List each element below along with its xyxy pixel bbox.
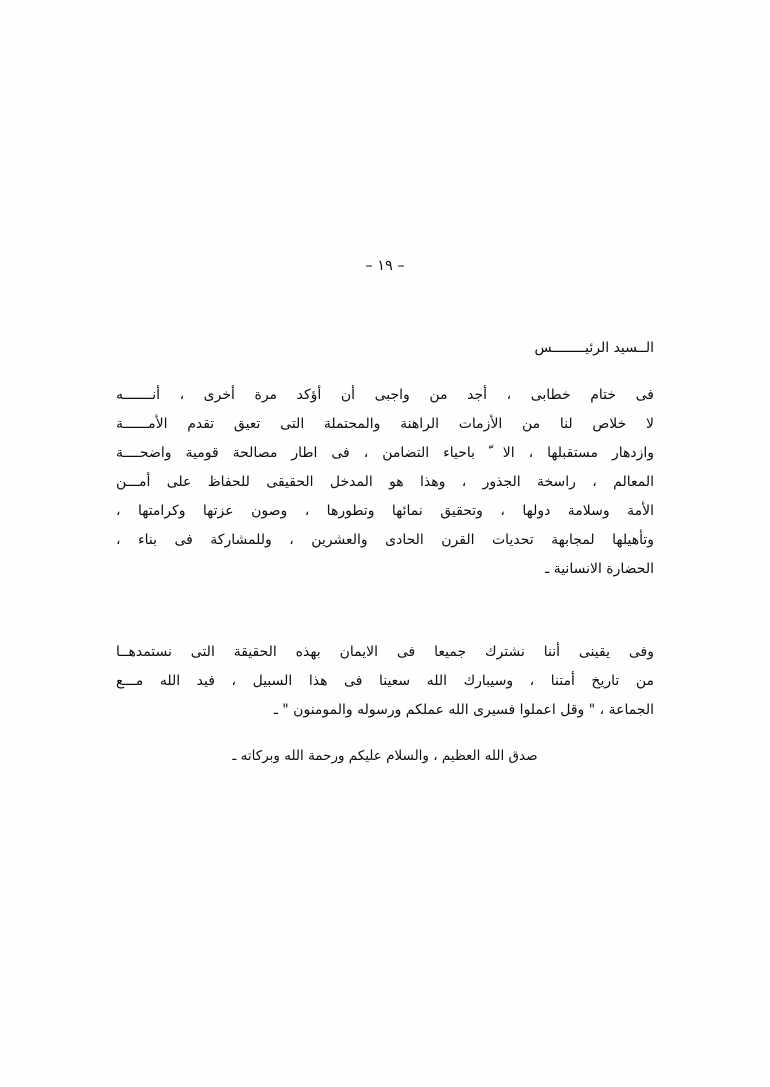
closing-line: صدق الله العظيم ، والسلام عليكم ورحمة الله وبركاته ـ (232, 748, 538, 764)
paragraph-line: الحضارة الانسانية ـ (545, 561, 654, 577)
page-number: – ١٩ – (365, 258, 405, 274)
paragraph-two (116, 638, 654, 725)
paragraph-line: فى ختام خطابى ، أجد من واجبى أن أؤكد مرة أخرى ، أنـــــــه (116, 387, 654, 403)
paragraph-line: المعالم ، راسخة الجذور ، وهذا هو المدخل الحقيقى للحفاظ على أمـــن (116, 474, 654, 490)
paragraph-line: وفى يقينى أننا نشترك جميعا فى الايمان بهذه الحقيقة التى نستمدهــا (116, 644, 654, 660)
paragraph-line: الجماعة ، " وقل اعملوا فسيرى الله عملكم ورسوله والمومنون " ـ (273, 702, 654, 718)
salutation-line: الــسيد الرئيــــــــس (534, 340, 654, 356)
paragraph-line: الأمة وسلامة دولها ، وتحقيق نمائها وتطورها ، وصون عزتها وكرامتها ، (116, 503, 654, 519)
paragraph-line: لا خلاص لنا من الأزمات الراهنة والمحتملة التى تعيق تقدم الأمــــــة (116, 416, 654, 432)
paragraph-one (116, 381, 654, 584)
paragraph-line: وتأهيلها لمجابهة تحديات القرن الحادى والعشرين ، وللمشاركة فى بناء ، (116, 532, 654, 548)
paragraph-line: وازدهار مستقبلها ، الا ّ باحياء التضامن ، فى اطار مصالحة قومية واضحــــة (116, 445, 654, 461)
paragraph-line: من تاريخ أمتنا ، وسيبارك الله سعينا فى هذا السبيل ، فيد الله مـــع (116, 673, 654, 689)
